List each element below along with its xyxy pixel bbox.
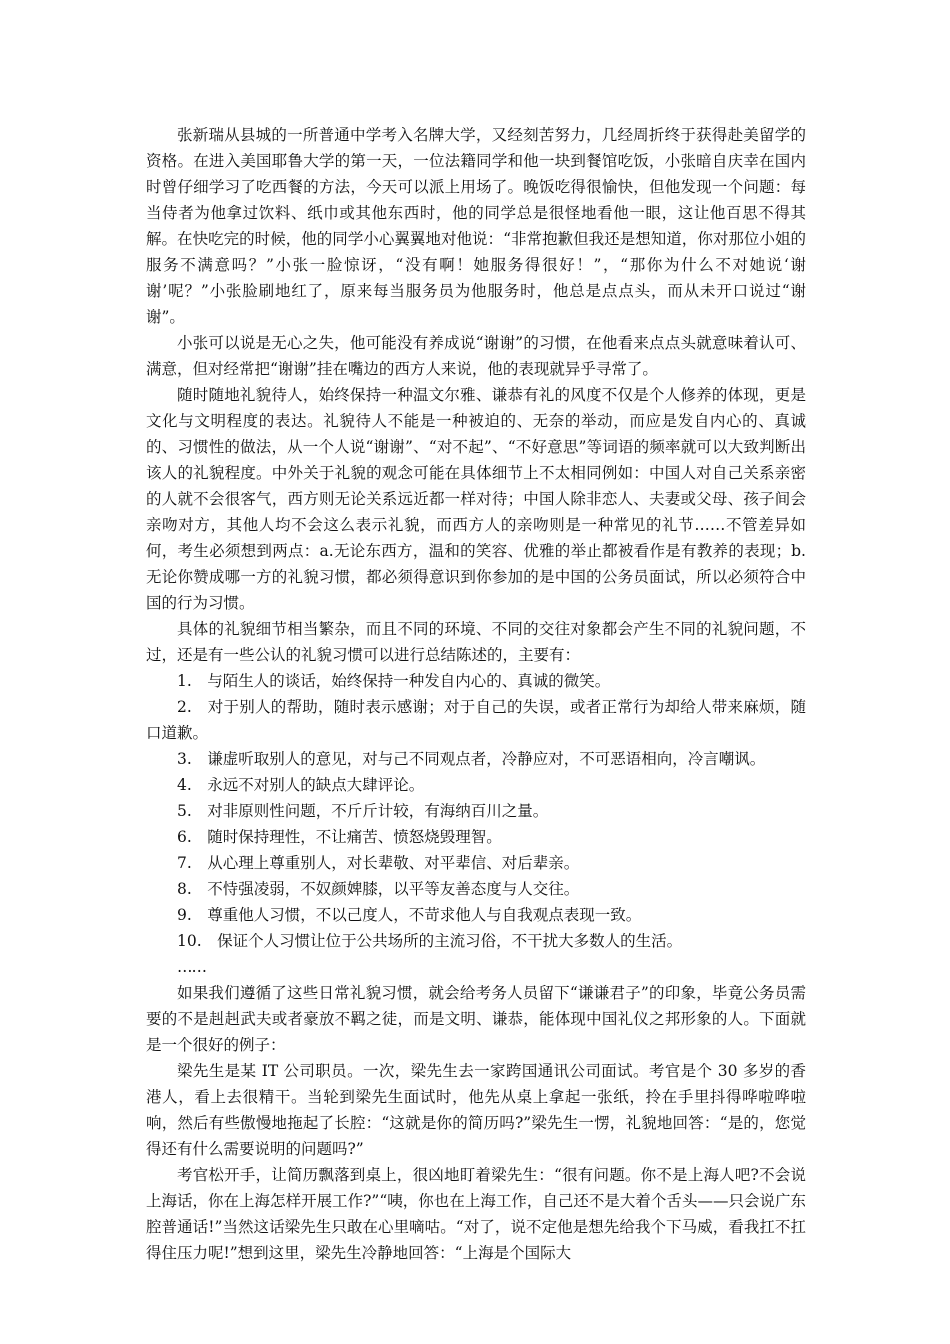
list-item: 8. 不恃强凌弱，不奴颜婢膝，以平等友善态度与人交往。: [177, 880, 580, 898]
list-item: 4. 永远不对别人的缺点大肆评论。: [177, 776, 425, 794]
paragraph-example-1: 梁先生是某 IT 公司职员。一次，梁先生去一家跨国通讯公司面试。考官是个 30 多岁的香港人，看上去很精干。当轮到梁先生面试时，他先从桌上拿起一张纸，拎在手里抖得哗啦哗啦响，然后有些傲慢地拖起了长腔：“这就是你的简历吗?”梁先生一愣，礼貌地回答：“是的，您觉得还有什么需要说明的问题吗?”: [146, 1062, 806, 1158]
document-page: [146, 122, 806, 1266]
paragraph-habits-intro: 具体的礼貌细节相当繁杂，而且不同的环境、不同的交往对象都会产生不同的礼貌问题，不过，还是有一些公认的礼貌习惯可以进行总结陈述的，主要有：: [146, 620, 806, 664]
habits-list: [146, 668, 806, 980]
paragraph-analysis: 小张可以说是无心之失，他可能没有养成说“谢谢”的习惯，在他看来点点头就意味着认可、满意，但对经常把“谢谢”挂在嘴边的西方人来说，他的表现就异乎寻常了。: [146, 334, 806, 378]
list-item: 1. 与陌生人的谈话，始终保持一种发自内心的、真诚的微笑。: [177, 672, 611, 690]
list-item: 7. 从心理上尊重别人，对长辈敬、对平辈信、对后辈亲。: [177, 854, 580, 872]
list-item: 9. 尊重他人习惯，不以己度人，不苛求他人与自我观点表现一致。: [177, 906, 642, 924]
paragraph-story-intro: 张新瑞从县城的一所普通中学考入名牌大学，又经刻苦努力，几经周折终于获得赴美留学的资格。在进入美国耶鲁大学的第一天，一位法籍同学和他一块到餐馆吃饭，小张暗自庆幸在国内时曾仔细学习了吃西餐的方法，今天可以派上用场了。晚饭吃得很愉快，但他发现一个问题：每当侍者为他拿过饮料、纸巾或其他东西时，他的同学总是很怪地看他一眼，这让他百思不得其解。在快吃完的时候，他的同学小心翼翼地对他说：“非常抱歉但我还是想知道，你对那位小姐的服务不满意吗？”小张一脸惊讶，“没有啊！她服务得很好！”，“那你为什么不对她说‘谢谢’呢？”小张脸刷地红了，原来每当服务员为他服务时，他总是点点头，而从未开口说过“谢谢”。: [146, 126, 806, 326]
paragraph-politeness: 随时随地礼貌待人，始终保持一种温文尔雅、谦恭有礼的风度不仅是个人修养的体现，更是文化与文明程度的表达。礼貌待人不能是一种被迫的、无奈的举动，而应是发自内心的、真诚的、习惯性的做法，从一个人说“谢谢”、“对不起”、“不好意思”等词语的频率就可以大致判断出该人的礼貌程度。中外关于礼貌的观念可能在具体细节上不太相同例如：中国人对自己关系亲密的人就不会很客气，西方则无论关系远近都一样对待；中国人除非恋人、夫妻或父母、孩子间会亲吻对方，其他人均不会这么表示礼貌，而西方人的亲吻则是一种常见的礼节……不管差异如何，考生必须想到两点：a.无论东西方，温和的笑容、优雅的举止都被看作是有教养的表现；b.无论你赞成哪一方的礼貌习惯，都必须得意识到你参加的是中国的公务员面试，所以必须符合中国的行为习惯。: [146, 386, 806, 612]
list-ellipsis: ……: [177, 958, 206, 976]
list-item: 2. 对于别人的帮助，随时表示感谢；对于自己的失误，或者正常行为却给人带来麻烦，随口道歉。: [146, 698, 806, 742]
list-item: 10. 保证个人习惯让位于公共场所的主流习俗，不干扰大多数人的生活。: [177, 932, 683, 950]
paragraph-example-2: 考官松开手，让简历飘落到桌上，很凶地盯着梁先生：“很有问题。你不是上海人吧?不会说上海话，你在上海怎样开展工作?”“咦，你也在上海工作，自己还不是大着个舌头——只会说广东腔普通话!”当然这话梁先生只敢在心里嘀咕。“对了，说不定他是想先给我个下马威，看我扛不扛得住压力呢!”想到这里，梁先生冷静地回答：“上海是个国际大: [146, 1166, 806, 1262]
list-item: 6. 随时保持理性，不让痛苦、愤怒烧毁理智。: [177, 828, 502, 846]
list-item: 5. 对非原则性问题，不斤斤计较，有海纳百川之量。: [177, 802, 549, 820]
paragraph-conclusion: 如果我们遵循了这些日常礼貌习惯，就会给考务人员留下“谦谦君子”的印象，毕竟公务员需要的不是赳赳武夫或者豪放不羁之徒，而是文明、谦恭，能体现中国礼仪之邦形象的人。下面就是一个很好的例子：: [146, 984, 806, 1054]
list-item: 3. 谦虚听取别人的意见，对与己不同观点者，冷静应对，不可恶语相向，冷言嘲讽。: [177, 750, 766, 768]
